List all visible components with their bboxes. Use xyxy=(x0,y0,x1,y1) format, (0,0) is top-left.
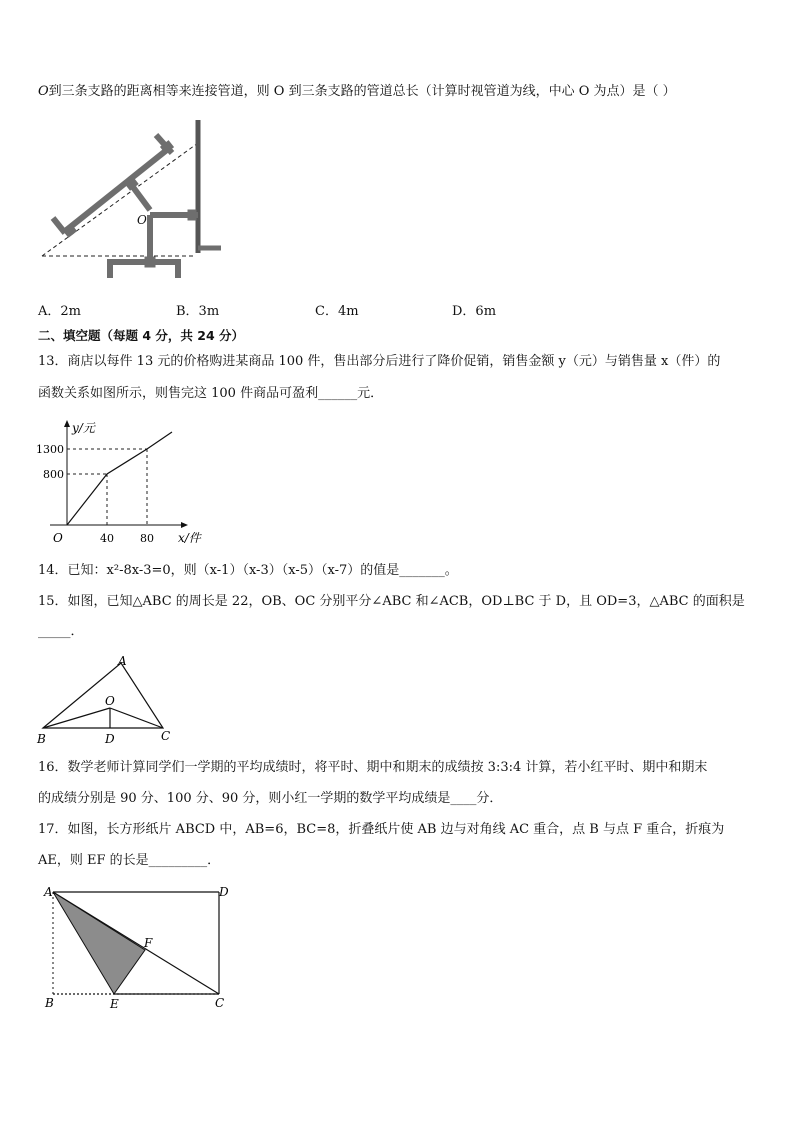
svg-text:C: C xyxy=(161,729,171,743)
option-c[interactable]: C．4m xyxy=(315,304,359,319)
y-tick-1300: 1300 xyxy=(36,443,64,456)
dashed-slope-line xyxy=(42,143,198,256)
q12-o-label: O xyxy=(38,84,49,99)
q16-line2: 的成绩分别是 90 分、100 分、90 分，则小红一学期的数学平均成绩是____分． xyxy=(38,791,503,806)
q12-text xyxy=(38,82,676,102)
shaded-triangle xyxy=(53,892,145,994)
q12-body: 到三条支路的距离相等来连接管道，则 O 到三条支路的管道总长（计算时视管道为线，中心 O 为点）是（ ） xyxy=(48,84,676,99)
svg-text:E: E xyxy=(110,997,119,1011)
svg-text:O: O xyxy=(105,694,115,708)
q12-options xyxy=(38,300,578,320)
option-a[interactable]: A．2m xyxy=(38,304,81,319)
svg-text:A: A xyxy=(118,654,127,668)
svg-text:A: A xyxy=(44,885,53,899)
q15-line1: 15．如图，已知△ABC 的周长是 22，OB、OC 分别平分∠ABC 和∠ACB，OD⊥BC 于 D，且 OD=3，△ABC 的面积是 xyxy=(38,594,745,609)
q14-text: 14．已知：x²-8x-3=0，则（x-1）（x-3）（x-5）（x-7）的值是_______。 xyxy=(38,563,458,578)
svg-text:C: C xyxy=(215,996,225,1010)
q13-line1: 13．商店以每件 13 元的价格购进某商品 100 件，售出部分后进行了降价促销，销售金额 y（元）与销售量 x（件）的 xyxy=(38,354,721,369)
y-tick-800: 800 xyxy=(43,468,64,481)
svg-text:B: B xyxy=(45,996,54,1010)
center-pipes xyxy=(110,176,198,278)
x-tick-40: 40 xyxy=(100,532,114,545)
svg-text:F: F xyxy=(144,936,153,950)
center-o-label: O xyxy=(137,213,147,227)
q12-pipe-figure xyxy=(38,115,228,285)
diagonal-pipe xyxy=(53,135,173,237)
q17-line1: 17．如图，长方形纸片 ABCD 中，AB=6，BC=8，折叠纸片使 AB 边与对角线 AC 重合，点 B 与点 F 重合，折痕为 xyxy=(38,822,725,837)
y-axis-label: y/元 xyxy=(72,421,95,435)
q16-line1: 16．数学老师计算同学们一学期的平均成绩时，将平时、期中和期末的成绩按 3:3:4 计算，若小红平时、期中和期末 xyxy=(38,760,708,775)
svg-text:D: D xyxy=(219,885,229,899)
x-tick-80: 80 xyxy=(140,532,154,545)
function-line xyxy=(67,432,172,525)
origin-label: O xyxy=(53,531,63,545)
option-d[interactable]: D．6m xyxy=(452,304,497,319)
q15-line2: _____． xyxy=(38,624,84,639)
section-heading: 二、填空题（每题 4 分，共 24 分） xyxy=(38,328,245,343)
q15-triangle-figure xyxy=(34,652,184,747)
q13-line2: 函数关系如图所示，则售完这 100 件商品可盈利______元． xyxy=(38,386,384,401)
x-axis-label: x/件 xyxy=(178,531,201,545)
triangle-abc xyxy=(43,663,163,728)
q17-rectangle-figure xyxy=(34,882,244,1012)
q17-line2: AE，则 EF 的长是_________． xyxy=(38,853,221,868)
option-b[interactable]: B．3m xyxy=(176,304,220,319)
svg-text:D: D xyxy=(105,732,115,746)
svg-text:B: B xyxy=(37,732,46,746)
q13-graph xyxy=(36,418,216,548)
diagonal-ac xyxy=(53,892,219,994)
